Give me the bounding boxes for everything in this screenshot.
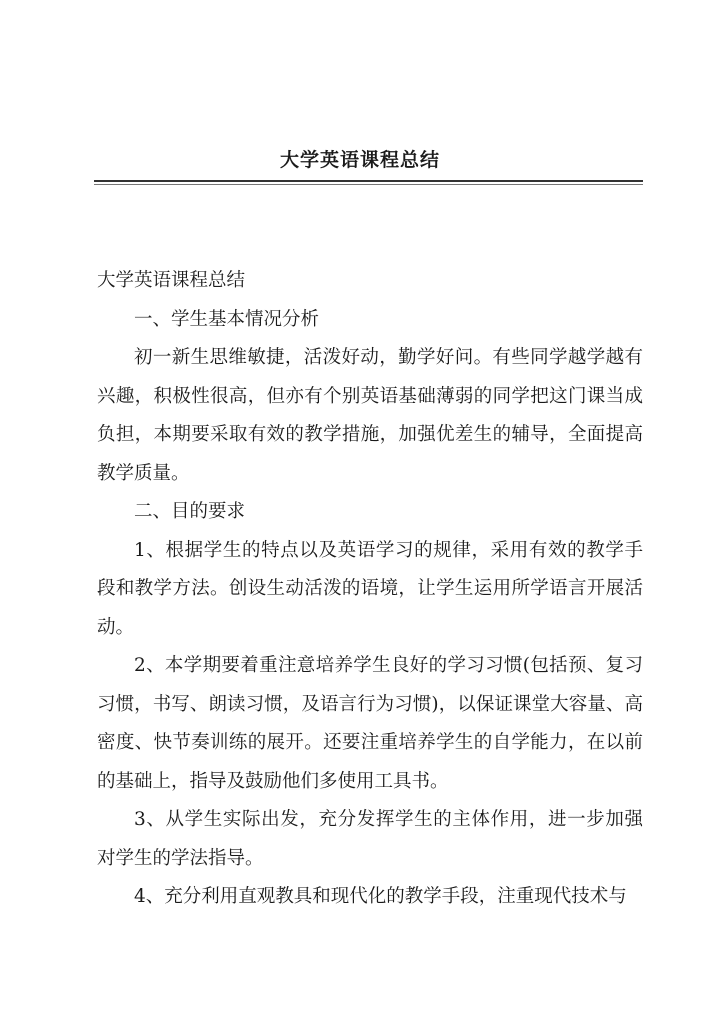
- document-title: 大学英语课程总结: [279, 149, 440, 171]
- title-underline-thin: [94, 184, 643, 185]
- section-heading-1: 一、学生基本情况分析: [134, 308, 320, 330]
- paragraph-item-3: 3、从学生实际出发，充分发挥学生的主体作用，进一步加强对学生的学法指导。: [97, 809, 643, 869]
- document-body: [97, 262, 643, 917]
- section-heading-2: 二、目的要求: [134, 501, 246, 522]
- body-heading: 大学英语课程总结: [97, 270, 246, 291]
- paragraph-item-1: 1、根据学生的特点以及英语学习的规律，采用有效的教学手段和教学方法。创设生动活泼的语境，让学生运用所学语言开展活动。: [97, 539, 643, 638]
- paragraph-item-4: 4、充分利用直观教具和现代化的教学手段，注重现代技术与: [134, 886, 627, 907]
- paragraph-item-2: 2、本学期要着重注意培养学生良好的学习习惯(包括预、复习习惯，书写、朗读习惯，及语言行为习惯)，以保证课堂大容量、高密度、快节奏训练的展开。还要注重培养学生的自学能力，在以前的基础上，指导及鼓励他们多使用工具书。: [97, 655, 643, 792]
- paragraph-student-analysis: 初一新生思维敏捷，活泼好动，勤学好问。有些同学越学越有兴趣，积极性很高，但亦有个别英语基础薄弱的同学把这门课当成负担，本期要采取有效的教学措施，加强优差生的辅导，全面提高教学质量。: [97, 347, 643, 484]
- title-underline: [94, 180, 643, 182]
